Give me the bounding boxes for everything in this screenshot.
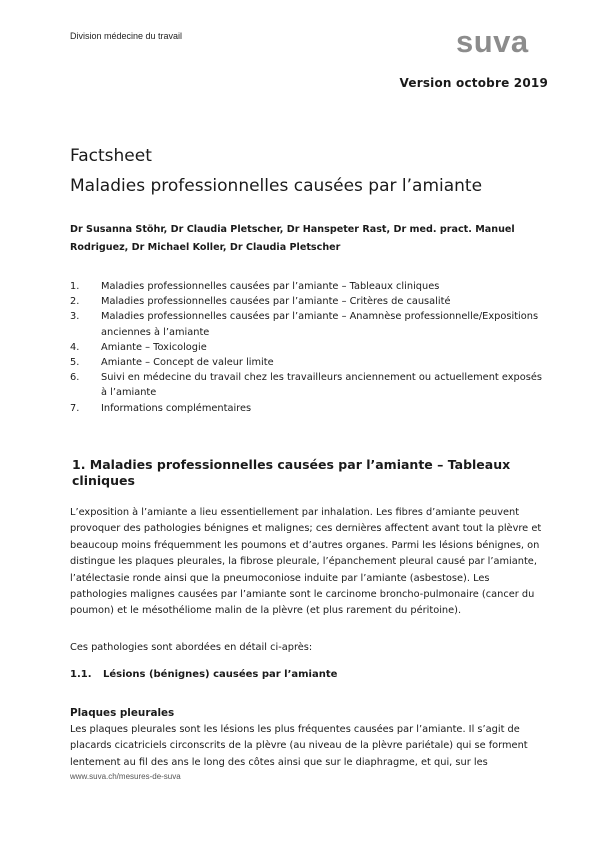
subsection-title: Lésions (bénignes) causées par l’amiante: [103, 669, 338, 680]
toc-number: 7.: [70, 402, 80, 414]
suva-logo: suva: [456, 24, 529, 59]
subsection-heading: [70, 669, 337, 680]
toc-item: [70, 340, 550, 355]
toc-number: 6.: [70, 372, 80, 384]
division-label: Division médecine du travail: [70, 31, 183, 41]
document-title: Maladies professionnelles causées par l’amiante: [70, 176, 483, 196]
footer-url: www.suva.ch/mesures-de-suva: [70, 772, 181, 781]
toc-text: Maladies professionnelles causées par l’amiante – Critères de causalité: [101, 296, 451, 308]
toc-number: 3.: [70, 311, 80, 323]
authors: Dr Susanna Stöhr, Dr Claudia Pletscher, Dr Hanspeter Rast, Dr med. pract. Manuel Rodriguez, Dr Michael Koller, Dr Claudia Pletscher: [70, 224, 515, 253]
toc-number: 2.: [70, 296, 80, 308]
toc-number: 4.: [70, 341, 80, 353]
toc-item: [70, 294, 550, 309]
toc-text: Maladies professionnelles causées par l’amiante – Tableaux cliniques: [101, 281, 440, 292]
body-paragraph: Les plaques pleurales sont les lésions les plus fréquentes causées par l’amiante. Il s’agit de placards cicatriciels circonscrits de la plèvre (au niveau de la plèvre pariétale) qui se forment lentement au fil des ans le long des côtes ainsi que sur le diaphragme, et qui, sur les: [70, 724, 528, 768]
toc-text: Amiante – Toxicologie: [101, 341, 207, 353]
body-paragraph: L’exposition à l’amiante a lieu essentiellement par inhalation. Les fibres d’amiante peuvent provoquer des pathologies bénignes et malignes; ces dernières affectent avant tout la plèvre et beaucoup moins fréquemment les poumons et d’autres organes. Parmi les lésions bénignes, on distingue les plaques pleurales, la fibrose pleurale, l’épanchement pleural causé par l’amiante, l’atélectasie ronde ainsi que la pneumoconiose induite par l’amiante (asbestose). Les pathologies malignes causées par l’amiante sont le carcinome broncho-pulmonaire (cancer du poumon) et le mésothéliome malin de la plèvre (et plus rarement du péritoine).: [70, 507, 542, 617]
toc-item: [70, 309, 550, 339]
toc-item: [70, 279, 550, 294]
toc-text: Suivi en médecine du travail chez les travailleurs anciennement ou actuellement exposés à l’amiante: [101, 372, 542, 399]
toc-text: Amiante – Concept de valeur limite: [101, 357, 274, 369]
version-label: Version octobre 2019: [399, 76, 548, 90]
document-type: Factsheet: [70, 146, 152, 166]
toc-number: 5.: [70, 357, 80, 369]
body-paragraph: Ces pathologies sont abordées en détail ci-après:: [70, 642, 313, 653]
subsubsection-heading: Plaques pleurales: [70, 707, 175, 719]
table-of-contents: [70, 279, 550, 416]
toc-item: [70, 355, 550, 370]
toc-item: [70, 401, 550, 416]
toc-text: Maladies professionnelles causées par l’amiante – Anamnèse professionnelle/Expositions anciennes à l’amiante: [101, 311, 539, 338]
toc-number: 1.: [70, 281, 80, 292]
toc-text: Informations complémentaires: [101, 402, 252, 414]
subsection-number: 1.1.: [70, 669, 92, 680]
toc-item: [70, 370, 550, 400]
section-heading: 1. Maladies professionnelles causées par l’amiante – Tableaux cliniques: [72, 457, 511, 488]
